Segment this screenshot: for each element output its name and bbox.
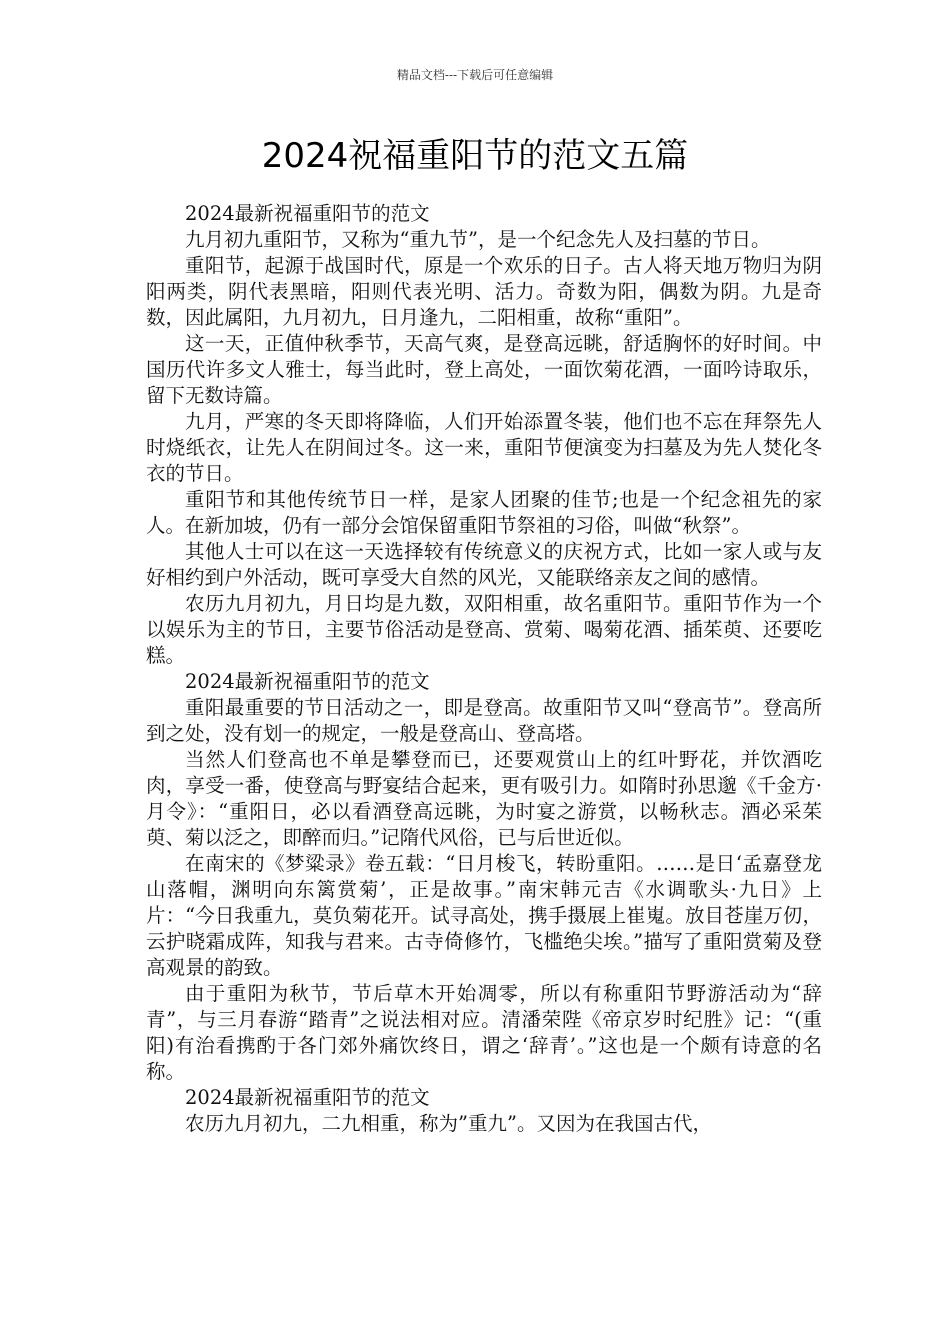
header-note: 精品文档---下载后可任意编辑 — [396, 68, 554, 82]
document-body — [146, 201, 822, 1137]
paragraph: 当然人们登高也不单是攀登而已，还要观赏山上的红叶野花，并饮酒吃肉，享受一番，使登高与野宴结合起来，更有吸引力。如隋时孙思邈《千金方·月令》：“重阳日，必以看酒登高远眺，为时宴之游赏，以畅秋志。酒必采茱萸、菊以泛之，即醉而归。”记隋代风俗，已与后世近似。 — [146, 748, 822, 849]
paragraph: 九月，严寒的冬天即将降临，人们开始添置冬装，他们也不忘在拜祭先人时烧纸衣，让先人在阴间过冬。这一来，重阳节便演变为扫墓及为先人焚化冬衣的节日。 — [146, 410, 822, 485]
paragraph: 重阳最重要的节日活动之一，即是登高。故重阳节又叫“登高节”。登高所到之处，没有划一的规定，一般是登高山、登高塔。 — [146, 696, 822, 745]
paragraph: 2024最新祝福重阳节的范文 — [185, 1086, 430, 1109]
paragraph: 其他人士可以在这一天选择较有传统意义的庆祝方式，比如一家人或与友好相约到户外活动，既可享受大自然的风光，又能联络亲友之间的感情。 — [146, 540, 822, 589]
paragraph: 2024最新祝福重阳节的范文 — [185, 202, 430, 225]
paragraph: 重阳节和其他传统节日一样，是家人团聚的佳节;也是一个纪念祖先的家人。在新加坡，仍有一部分会馆保留重阳节祭祖的习俗，叫做“秋祭”。 — [146, 488, 822, 537]
paragraph: 重阳节，起源于战国时代，原是一个欢乐的日子。古人将天地万物归为阴阳两类，阴代表黑暗，阳则代表光明、活力。奇数为阳，偶数为阴。九是奇数，因此属阳，九月初九，日月逢九，二阳相重，故称“重阳”。 — [146, 254, 822, 329]
paragraph: 农历九月初九，二九相重，称为”重九”。又因为在我国古代， — [185, 1112, 712, 1135]
paragraph: 农历九月初九，月日均是九数，双阳相重，故名重阳节。重阳节作为一个以娱乐为主的节日，主要节俗活动是登高、赏菊、喝菊花酒、插茱萸、还要吃糕。 — [146, 592, 822, 667]
page-title: 2024祝福重阳节的范文五篇 — [261, 136, 689, 176]
paragraph: 2024最新祝福重阳节的范文 — [185, 670, 430, 693]
paragraph: 在南宋的《梦粱录》卷五载：“日月梭飞，转盼重阳。……是日‘孟嘉登龙山落帽，渊明向东篱赏菊’，正是故事。”南宋韩元吉《水调歌头·九日》上片：“今日我重九，莫负菊花开。试寻高处，携手摄展上崔嵬。放目苍崖万仞，云护晓霜成阵，知我与君来。古寺倚修竹，飞槛绝尖埃。”描写了重阳赏菊及登高观景的韵致。 — [146, 852, 822, 979]
paragraph: 九月初九重阳节，又称为“重九节”，是一个纪念先人及扫墓的节日。 — [185, 228, 771, 251]
paragraph: 这一天，正值仲秋季节，天高气爽，是登高远眺，舒适胸怀的好时间。中国历代许多文人雅士，每当此时，登上高处，一面饮菊花酒，一面吟诗取乐，留下无数诗篇。 — [146, 332, 822, 407]
paragraph: 由于重阳为秋节，节后草木开始凋零，所以有称重阳节野游活动为“辞青”，与三月春游“踏青”之说法相对应。清潘荣陛《帝京岁时纪胜》记：“(重阳)有治看携酌于各门郊外痛饮终日，谓之‘辞青’。”这也是一个颇有诗意的名称。 — [146, 982, 822, 1083]
